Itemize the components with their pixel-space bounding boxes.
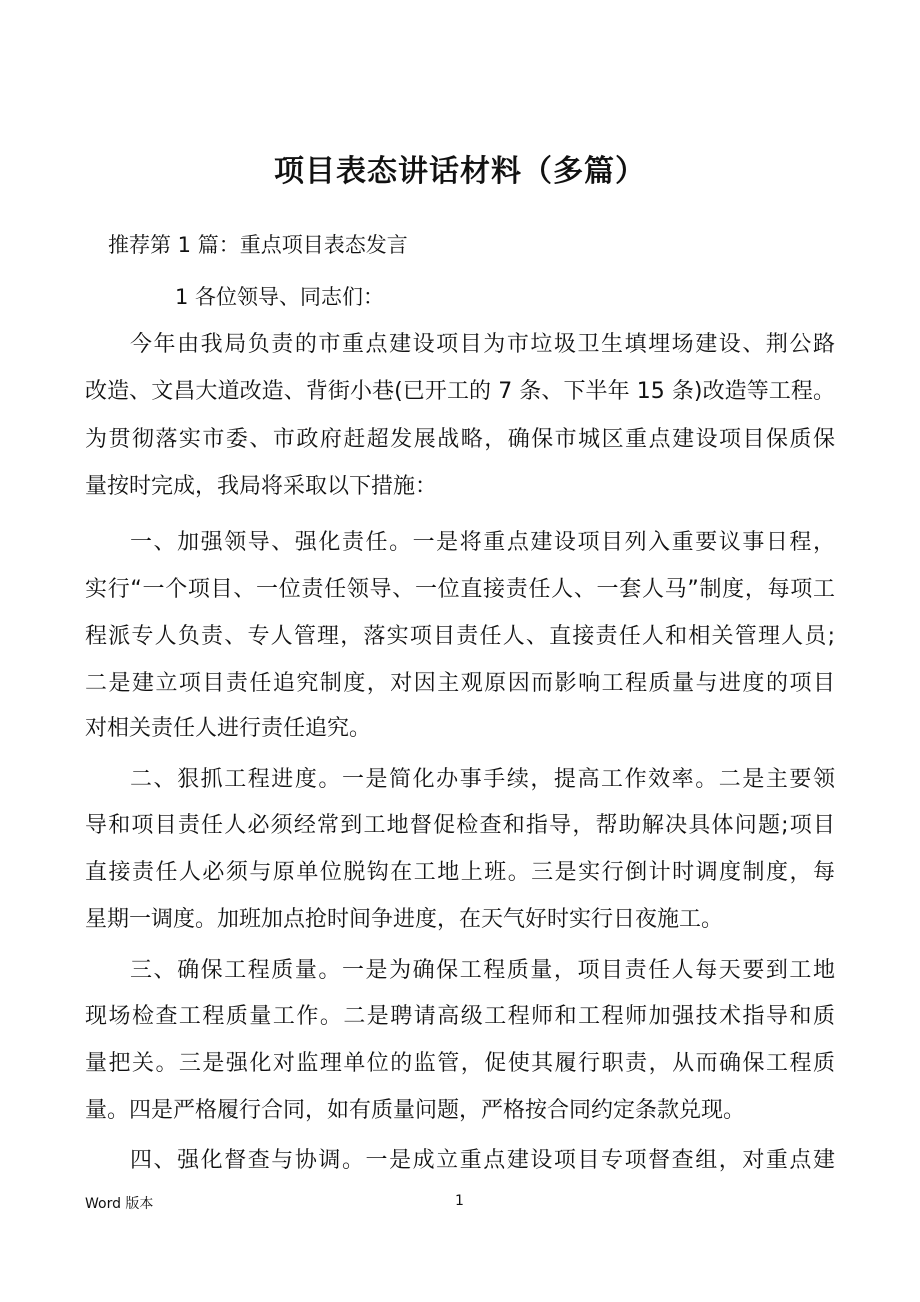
paragraph-line: 量按时完成，我局将采取以下措施： <box>85 474 438 499</box>
paragraph-line: 改造、文昌大道改造、背街小巷(已开工的 7 条、下半年 15 条)改造等工程。 <box>85 379 835 404</box>
footer-label: Word 版本 <box>85 1196 154 1212</box>
page-number: 1 <box>455 1193 464 1209</box>
paragraph-line: 一、加强领导、强化责任。一是将重点建设项目列入重要议事日程， <box>130 530 835 555</box>
paragraph-line: 二是建立项目责任追究制度，对因主观原因而影响工程质量与进度的项目 <box>85 671 835 696</box>
paragraph-line: 现场检查工程质量工作。二是聘请高级工程师和工程师加强技术指导和质 <box>85 1004 835 1029</box>
paragraph-line: 量。四是严格履行合同，如有质量问题，严格按合同约定条款兑现。 <box>85 1098 746 1123</box>
paragraph-line: 为贯彻落实市委、市政府赶超发展战略，确保市城区重点建设项目保质保 <box>85 427 835 452</box>
paragraph-line: 星期一调度。加班加点抢时间争进度，在天气好时实行日夜施工。 <box>85 907 724 932</box>
paragraph-line: 导和项目责任人必须经常到工地督促检查和指导，帮助解决具体问题;项目 <box>85 813 835 838</box>
document-title: 项目表态讲话材料（多篇） <box>274 154 646 189</box>
paragraph-line: 四、强化督查与协调。一是成立重点建设项目专项督查组，对重点建 <box>130 1148 835 1173</box>
section-heading: 推荐第 1 篇：重点项目表态发言 <box>108 233 408 257</box>
paragraph-line: 直接责任人必须与原单位脱钩在工地上班。三是实行倒计时调度制度，每 <box>85 860 835 885</box>
paragraph-line: 二、狠抓工程进度。一是简化办事手续，提高工作效率。二是主要领 <box>130 767 835 792</box>
paragraph-line: 程派专人负责、专人管理，落实项目责任人、直接责任人和相关管理人员; <box>85 624 835 649</box>
paragraph-line: 对相关责任人进行责任追究。 <box>85 716 372 741</box>
paragraph-line: 三、确保工程质量。一是为确保工程质量，项目责任人每天要到工地 <box>130 958 835 983</box>
paragraph-line: 量把关。三是强化对监理单位的监管，促使其履行职责，从而确保工程质 <box>85 1051 835 1076</box>
paragraph-line: 今年由我局负责的市重点建设项目为市垃圾卫生填埋场建设、荆公路 <box>130 332 835 357</box>
salutation: 1 各位领导、同志们： <box>175 285 385 309</box>
paragraph-line: 实行“一个项目、一位责任领导、一位直接责任人、一套人马”制度，每项工 <box>85 577 835 602</box>
